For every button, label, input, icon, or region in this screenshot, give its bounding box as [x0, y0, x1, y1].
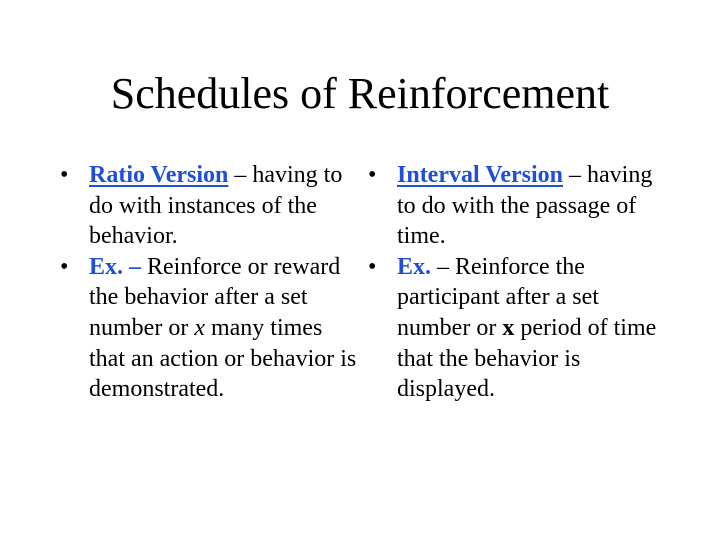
- ratio-version-bullet: [60, 160, 360, 252]
- interval-version-bullet: [368, 160, 668, 252]
- bullet-dot: •: [368, 162, 377, 188]
- bullet-dot: •: [368, 253, 377, 280]
- slide-title: Schedules of Reinforcement: [110, 69, 610, 118]
- interval-example-text-a: – Reinforce the participant after a set number or: [397, 253, 599, 341]
- left-column: [60, 160, 360, 405]
- ratio-version-text: – having to do with instances of the behavior.: [89, 162, 343, 250]
- ratio-example-bullet: [60, 252, 360, 405]
- bullet-dot: •: [60, 162, 69, 188]
- interval-example-variable: x: [502, 314, 515, 341]
- ratio-version-term: Ratio Version: [89, 162, 229, 188]
- ratio-example-text-a: Reinforce or reward the behavior after a set number or: [89, 253, 341, 341]
- interval-version-text: – having to do with the passage of time.: [397, 162, 653, 250]
- interval-example-label: Ex.: [397, 253, 432, 280]
- ratio-example-dash: –: [123, 253, 142, 280]
- ratio-example-variable: x: [194, 314, 205, 341]
- interval-version-term: Interval Version: [397, 162, 564, 188]
- right-column: [368, 160, 668, 405]
- ratio-example-text-b: many times that an action or behavior is demonstrated.: [89, 314, 357, 403]
- ratio-example-label: Ex.: [89, 253, 124, 280]
- bullet-dot: •: [60, 253, 69, 280]
- interval-example-bullet: [368, 252, 668, 405]
- interval-example-text-b: period of time that the behavior is displayed.: [397, 314, 657, 403]
